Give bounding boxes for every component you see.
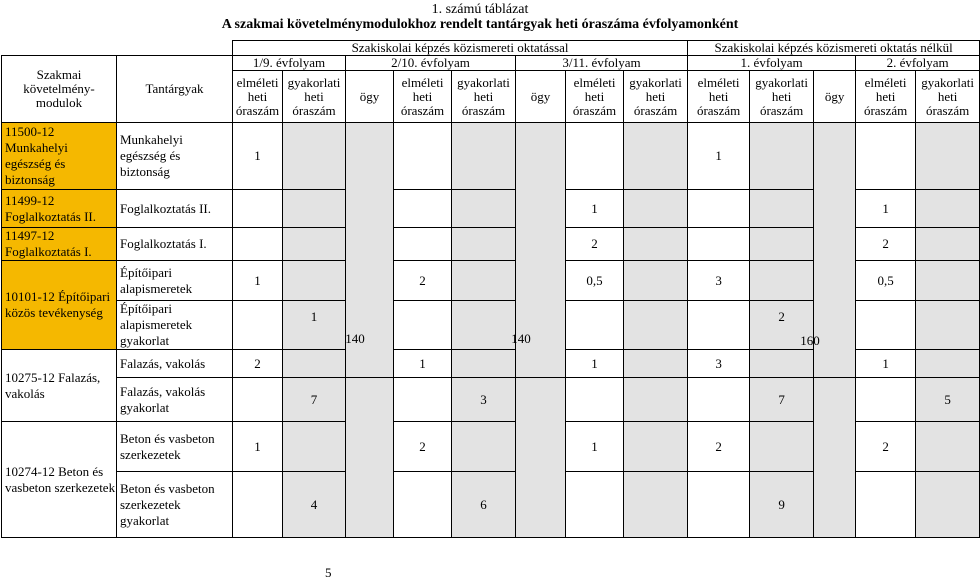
practice-header: gyakorlati heti óraszám bbox=[452, 71, 516, 123]
module-cell: 10275-12 Falazás, vakolás bbox=[2, 350, 117, 422]
value-cell bbox=[624, 261, 688, 301]
value-cell: 4 bbox=[283, 472, 346, 538]
year-header-3: 3/11. évfolyam bbox=[516, 56, 688, 71]
value-cell bbox=[856, 378, 916, 422]
value-cell bbox=[233, 472, 283, 538]
value-cell bbox=[916, 472, 980, 538]
subject-cell: Falazás, vakolás gyakorlat bbox=[117, 378, 233, 422]
subject-column-header: Tantárgyak bbox=[117, 56, 233, 123]
value-cell bbox=[394, 301, 452, 350]
value-cell: 2 bbox=[394, 422, 452, 472]
value-cell bbox=[452, 190, 516, 228]
value-cell bbox=[452, 261, 516, 301]
value-cell bbox=[750, 261, 814, 301]
page-number: 5 bbox=[325, 565, 332, 580]
value-cell: 2 bbox=[566, 228, 624, 261]
practice-header: gyakorlati heti óraszám bbox=[283, 71, 346, 123]
value-cell bbox=[916, 228, 980, 261]
module-cell: 10274-12 Beton és vasbeton szerkezetek bbox=[2, 422, 117, 538]
value-cell: 2 bbox=[856, 228, 916, 261]
value-cell bbox=[688, 378, 750, 422]
value-cell bbox=[566, 472, 624, 538]
value-cell: 2 bbox=[856, 422, 916, 472]
module-column-header: Szakmai követelmény-modulok bbox=[2, 56, 117, 123]
value-cell bbox=[856, 301, 916, 350]
table-caption: 1. számú táblázat bbox=[431, 2, 529, 17]
group-header-without: Szakiskolai képzés közismereti oktatás nélkül bbox=[688, 41, 980, 56]
value-cell bbox=[452, 228, 516, 261]
value-cell bbox=[452, 123, 516, 190]
value-cell bbox=[624, 301, 688, 350]
value-cell bbox=[624, 190, 688, 228]
value-cell: 0,5 bbox=[856, 261, 916, 301]
value-cell: 5 bbox=[916, 378, 980, 422]
theory-header: elméleti heti óraszám bbox=[233, 71, 283, 123]
value-cell: 0,5 bbox=[566, 261, 624, 301]
value-cell bbox=[688, 472, 750, 538]
practice-header: gyakorlati heti óraszám bbox=[750, 71, 814, 123]
value-cell bbox=[283, 228, 346, 261]
subject-cell: Építőipari alapismeretek gyakorlat bbox=[117, 301, 233, 350]
value-cell: 1 bbox=[394, 350, 452, 378]
value-cell bbox=[566, 123, 624, 190]
subject-cell: Foglalkoztatás I. bbox=[117, 228, 233, 261]
value-cell bbox=[750, 350, 814, 378]
value-cell: 1 bbox=[233, 123, 283, 190]
subject-cell: Falazás, vakolás bbox=[117, 350, 233, 378]
value-cell bbox=[394, 123, 452, 190]
value-cell bbox=[233, 190, 283, 228]
module-cell: 11500-12 Munkahelyi egészség és biztonság bbox=[2, 123, 117, 190]
value-cell bbox=[688, 228, 750, 261]
value-cell: 1 bbox=[566, 422, 624, 472]
value-cell bbox=[916, 301, 980, 350]
module-cell: 10101-12 Építőipari közös tevékenység bbox=[2, 261, 117, 350]
subject-cell: Munkahelyi egészség és biztonság bbox=[117, 123, 233, 190]
value-cell bbox=[566, 378, 624, 422]
value-cell bbox=[856, 472, 916, 538]
value-cell bbox=[688, 301, 750, 350]
ogy-cell bbox=[814, 378, 856, 538]
ogy-total-year1: 140 bbox=[345, 331, 365, 346]
value-cell bbox=[394, 472, 452, 538]
subject-cell: Beton és vasbeton szerkezetek bbox=[117, 422, 233, 472]
value-cell bbox=[394, 228, 452, 261]
value-cell: 1 bbox=[856, 350, 916, 378]
value-cell bbox=[688, 190, 750, 228]
value-cell bbox=[750, 123, 814, 190]
value-cell bbox=[916, 350, 980, 378]
theory-header: elméleti heti óraszám bbox=[688, 71, 750, 123]
value-cell bbox=[394, 190, 452, 228]
group-header-with: Szakiskolai képzés közismereti oktatással bbox=[233, 41, 688, 56]
value-cell bbox=[750, 422, 814, 472]
practice-header: gyakorlati heti óraszám bbox=[916, 71, 980, 123]
value-cell bbox=[916, 422, 980, 472]
ogy-cell bbox=[516, 378, 566, 538]
value-cell bbox=[283, 261, 346, 301]
value-cell bbox=[750, 228, 814, 261]
theory-header: elméleti heti óraszám bbox=[394, 71, 452, 123]
value-cell bbox=[624, 378, 688, 422]
table-row bbox=[2, 378, 980, 422]
value-cell: 7 bbox=[283, 378, 346, 422]
ogy-header: ögy bbox=[346, 71, 394, 123]
curriculum-table bbox=[1, 40, 980, 538]
value-cell: 1 bbox=[283, 301, 346, 350]
value-cell bbox=[283, 350, 346, 378]
theory-header: elméleti heti óraszám bbox=[566, 71, 624, 123]
year-header-5: 2. évfolyam bbox=[856, 56, 980, 71]
value-cell: 2 bbox=[688, 422, 750, 472]
year-header-1: 1/9. évfolyam bbox=[233, 56, 346, 71]
ogy-total-year4: 160 bbox=[800, 333, 820, 348]
ogy-total-year2: 140 bbox=[511, 331, 531, 346]
value-cell bbox=[283, 422, 346, 472]
value-cell: 1 bbox=[233, 422, 283, 472]
value-cell bbox=[452, 422, 516, 472]
subject-cell: Építőipari alapismeretek bbox=[117, 261, 233, 301]
value-cell: 3 bbox=[452, 378, 516, 422]
value-cell bbox=[916, 123, 980, 190]
value-cell bbox=[283, 123, 346, 190]
value-cell bbox=[233, 301, 283, 350]
value-cell bbox=[856, 123, 916, 190]
value-cell bbox=[233, 228, 283, 261]
subject-cell: Beton és vasbeton szerkezetek gyakorlat bbox=[117, 472, 233, 538]
value-cell bbox=[394, 378, 452, 422]
value-cell bbox=[566, 301, 624, 350]
value-cell: 1 bbox=[566, 350, 624, 378]
value-cell bbox=[750, 190, 814, 228]
value-cell: 1 bbox=[856, 190, 916, 228]
module-cell: 11497-12 Foglalkoztatás I. bbox=[2, 228, 117, 261]
value-cell: 2 bbox=[394, 261, 452, 301]
theory-header: elméleti heti óraszám bbox=[856, 71, 916, 123]
table-row bbox=[2, 123, 980, 190]
value-cell: 1 bbox=[688, 123, 750, 190]
practice-header: gyakorlati heti óraszám bbox=[624, 71, 688, 123]
value-cell bbox=[624, 422, 688, 472]
table-title: A szakmai követelménymodulokhoz rendelt tantárgyak heti óraszáma évfolyamonként bbox=[221, 17, 739, 32]
value-cell: 7 bbox=[750, 378, 814, 422]
value-cell bbox=[624, 350, 688, 378]
value-cell: 1 bbox=[233, 261, 283, 301]
module-cell: 11499-12 Foglalkoztatás II. bbox=[2, 190, 117, 228]
year-header-4: 1. évfolyam bbox=[688, 56, 856, 71]
value-cell bbox=[283, 190, 346, 228]
year-header-2: 2/10. évfolyam bbox=[346, 56, 516, 71]
value-cell: 1 bbox=[566, 190, 624, 228]
ogy-header: ögy bbox=[814, 71, 856, 123]
value-cell bbox=[624, 228, 688, 261]
ogy-cell bbox=[346, 378, 394, 538]
value-cell bbox=[916, 261, 980, 301]
value-cell: 3 bbox=[688, 350, 750, 378]
value-cell: 2 bbox=[750, 301, 814, 350]
value-cell bbox=[624, 123, 688, 190]
value-cell bbox=[452, 350, 516, 378]
value-cell bbox=[916, 190, 980, 228]
value-cell: 3 bbox=[688, 261, 750, 301]
value-cell bbox=[624, 472, 688, 538]
value-cell: 6 bbox=[452, 472, 516, 538]
ogy-header: ögy bbox=[516, 71, 566, 123]
value-cell bbox=[233, 378, 283, 422]
value-cell: 2 bbox=[233, 350, 283, 378]
subject-cell: Foglalkoztatás II. bbox=[117, 190, 233, 228]
value-cell: 9 bbox=[750, 472, 814, 538]
